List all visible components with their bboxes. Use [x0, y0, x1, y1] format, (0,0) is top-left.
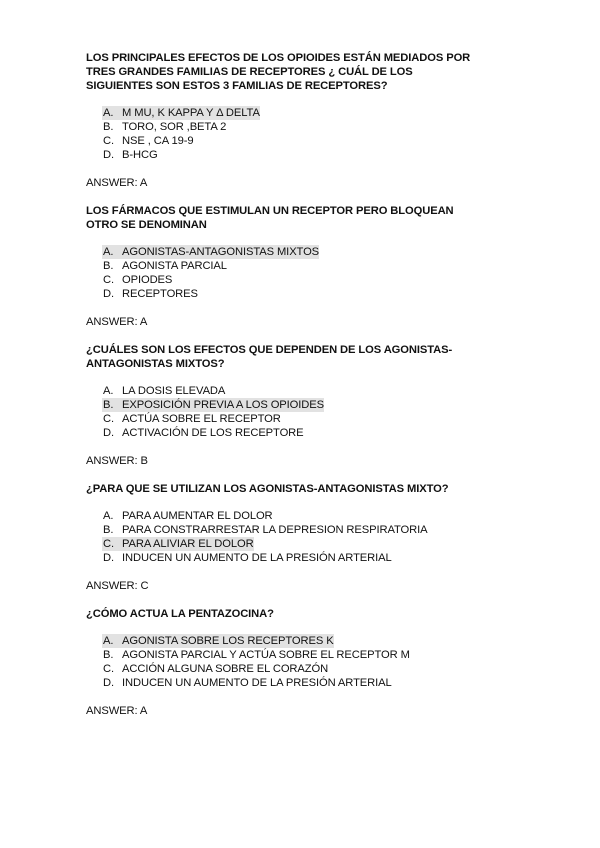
option-d: [103, 426, 514, 440]
option-letter: D.: [103, 427, 114, 439]
option-text: RECEPTORES: [122, 288, 198, 300]
option-text: INDUCEN UN AUMENTO DE LA PRESIÓN ARTERIAL: [122, 677, 392, 689]
option-a: [103, 384, 514, 398]
option-letter: B.: [103, 121, 114, 133]
option-text: AGONISTA PARCIAL: [122, 260, 227, 272]
option-text: AGONISTA SOBRE LOS RECEPTORES Κ: [122, 635, 334, 647]
option-letter: D.: [103, 149, 114, 161]
option-letter: C.: [103, 413, 114, 425]
option-b: [103, 523, 514, 537]
option-letter: A.: [102, 634, 122, 648]
question-block-3: [86, 343, 514, 468]
option-b: [103, 120, 514, 134]
option-b: [103, 648, 514, 662]
option-letter: C.: [103, 135, 114, 147]
question-block-5: [86, 607, 514, 718]
option-text: NSE , CA 19-9: [122, 135, 194, 147]
option-text: OPIODES: [122, 274, 173, 286]
option-d: [103, 148, 514, 162]
option-text: PARA AUMENTAR EL DOLOR: [122, 510, 273, 522]
option-a: [103, 106, 514, 120]
options-list: [86, 509, 514, 565]
option-letter: A.: [102, 106, 122, 120]
question-text: ¿CÓMO ACTUA LA PENTAZOCINA?: [86, 608, 274, 620]
question-text: ¿CUÁLES SON LOS EFECTOS QUE DEPENDEN DE LOS AGONISTAS- ANTAGONISTAS MIXTOS?: [86, 344, 453, 370]
option-text: ACCIÓN ALGUNA SOBRE EL CORAZÓN: [122, 663, 329, 675]
option-text: B-HCG: [122, 149, 158, 161]
option-text: ACTIVACIÓN DE LOS RECEPTORE: [122, 427, 304, 439]
option-text: PARA CONSTRARRESTAR LA DEPRESION RESPIRATORIA: [122, 524, 428, 536]
option-c: [103, 412, 514, 426]
answer-line: ANSWER: A: [86, 705, 148, 717]
option-letter: B.: [103, 649, 114, 661]
option-letter: D.: [103, 552, 114, 564]
options-list: [86, 384, 514, 440]
option-letter: C.: [102, 537, 122, 551]
option-a: [103, 245, 514, 259]
option-letter: C.: [103, 274, 114, 286]
question-text: ¿PARA QUE SE UTILIZAN LOS AGONISTAS-ANTAGONISTAS MIXTO?: [86, 483, 449, 495]
options-list: [86, 106, 514, 162]
option-text: AGONISTA PARCIAL Y ACTÚA SOBRE EL RECEPTOR Μ: [122, 649, 410, 661]
option-text: INDUCEN UN AUMENTO DE LA PRESIÓN ARTERIAL: [122, 552, 392, 564]
options-list: [86, 245, 514, 301]
answer-line: ANSWER: A: [86, 316, 148, 328]
option-d: [103, 551, 514, 565]
option-a: [103, 509, 514, 523]
question-text: LOS FÁRMACOS QUE ESTIMULAN UN RECEPTOR PERO BLOQUEAN OTRO SE DENOMINAN: [86, 205, 454, 231]
options-list: [86, 634, 514, 690]
option-c: [103, 273, 514, 287]
option-text: PARA ALIVIAR EL DOLOR: [122, 538, 254, 550]
option-letter: A.: [103, 385, 114, 397]
question-block-4: [86, 482, 514, 593]
option-letter: D.: [103, 288, 114, 300]
option-c: [103, 662, 514, 676]
option-letter: C.: [103, 663, 114, 675]
option-d: [103, 287, 514, 301]
option-text: ACTÚA SOBRE EL RECEPTOR: [122, 413, 281, 425]
question-block-2: [86, 204, 514, 329]
option-a: [103, 634, 514, 648]
option-c: [103, 134, 514, 148]
option-d: [103, 676, 514, 690]
answer-line: ANSWER: A: [86, 177, 148, 189]
option-b: [103, 398, 514, 412]
option-c: [103, 537, 514, 551]
option-letter: B.: [103, 524, 114, 536]
question-block-1: [86, 51, 514, 190]
question-text: LOS PRINCIPALES EFECTOS DE LOS OPIOIDES ESTÁN MEDIADOS POR TRES GRANDES FAMILIAS DE RECEPTORES ¿ CUÁL DE LOS SIGUIENTES SON ESTOS 3 FAMILIAS DE RECEPTORES?: [86, 52, 471, 92]
option-letter: B.: [103, 260, 114, 272]
option-text: TORO, SOR ,BETA 2: [122, 121, 227, 133]
answer-line: ANSWER: B: [86, 455, 148, 467]
option-letter: D.: [103, 677, 114, 689]
option-text: LA DOSIS ELEVADA: [122, 385, 226, 397]
option-letter: A.: [103, 510, 114, 522]
option-b: [103, 259, 514, 273]
option-text: AGONISTAS-ANTAGONISTAS MIXTOS: [122, 246, 320, 258]
answer-line: ANSWER: C: [86, 580, 149, 592]
option-letter: B.: [102, 398, 122, 412]
option-text: Μ MU, Κ KAPPA Y Δ DELTA: [122, 107, 260, 119]
option-text: EXPOSICIÓN PREVIA A LOS OPIOIDES: [122, 399, 324, 411]
option-letter: A.: [102, 245, 122, 259]
